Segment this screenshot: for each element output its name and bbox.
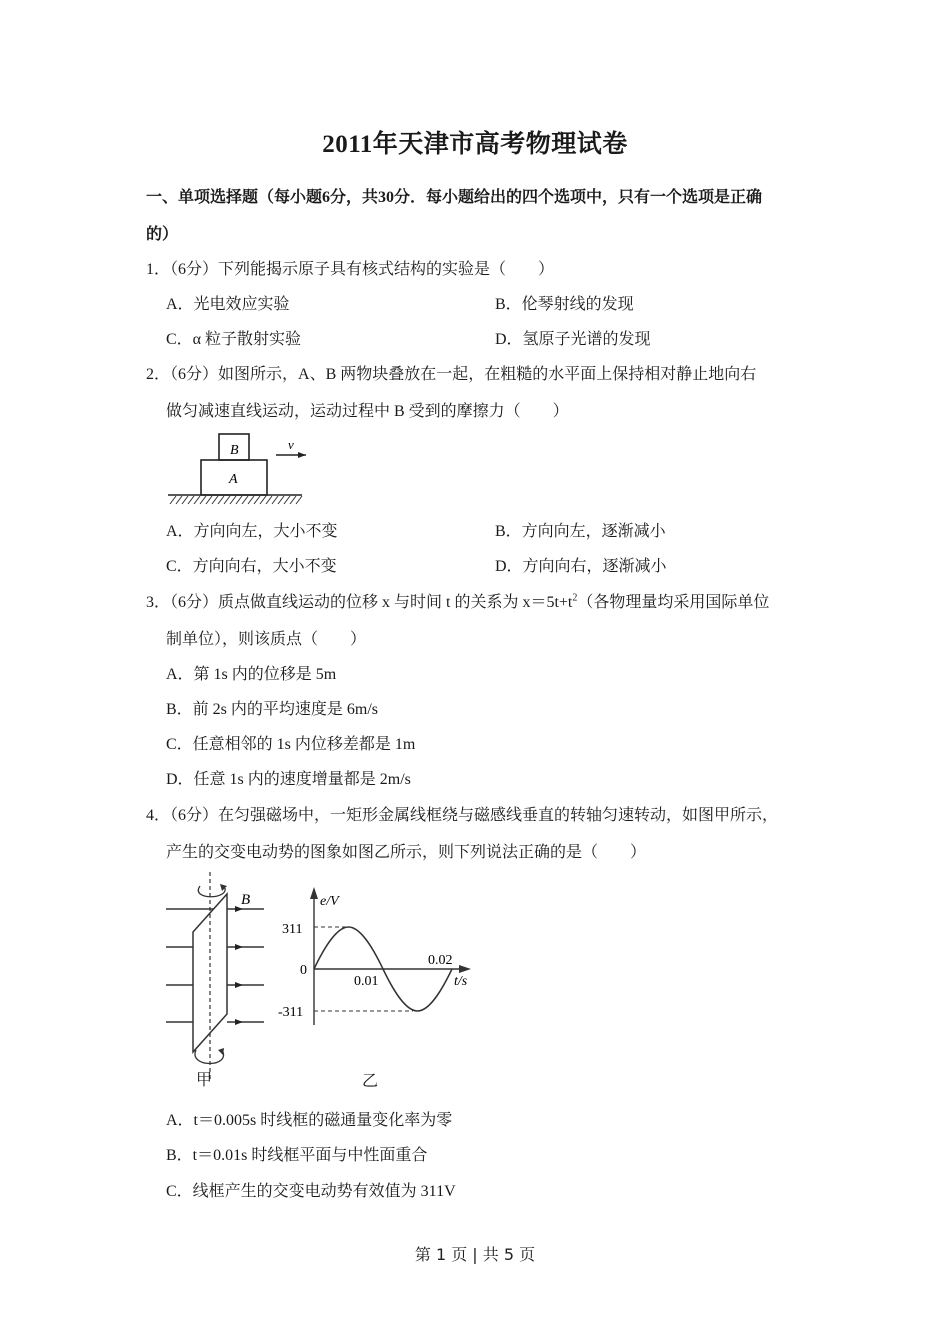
x-axis-label: t/s: [454, 974, 468, 989]
q2-option-d: D．方向向右，逐渐减小: [495, 558, 667, 575]
x-tick-002: 0.02: [428, 953, 453, 968]
question-number: 2．: [146, 366, 171, 383]
question-2: [146, 361, 756, 384]
question-2-stem-line2: 做匀减速直线运动，运动过程中 B 受到的摩擦力（ ）: [166, 403, 569, 420]
figure-caption-yi: 乙: [362, 1071, 379, 1090]
block-b-label: B: [230, 443, 239, 458]
question-stem: （6分）下列能揭示原子具有核式结构的实验是（ ）: [170, 261, 555, 278]
q3-option-d: D．任意 1s 内的速度增量都是 2m/s: [166, 771, 411, 788]
q2-option-a: A．方向向左，大小不变: [166, 523, 338, 540]
superscript: 2: [572, 592, 578, 604]
y-tick-311: 311: [282, 922, 303, 937]
field-label: B: [241, 892, 251, 908]
x-axis-arrow-icon: [459, 965, 471, 973]
question-1: [146, 256, 554, 279]
q3-option-b: B．前 2s 内的平均速度是 6m/s: [166, 701, 379, 718]
q3-option-c: C．任意相邻的 1s 内位移差都是 1m: [166, 736, 416, 753]
question-3-stem-line2: 制单位），则该质点（ ）: [166, 631, 367, 648]
question-stem: （6分）如图所示，A、B 两物块叠放在一起，在粗糙的水平面上保持相对静止地向右: [170, 366, 757, 383]
q4-option-c: C．线框产生的交变电动势有效值为 311V: [166, 1183, 456, 1200]
y-axis-label: e/V: [320, 894, 339, 909]
blocks-figure: [164, 428, 306, 508]
q1-option-c: C．α 粒子散射实验: [166, 331, 302, 348]
q1-option-d: D．氢原子光谱的发现: [495, 331, 651, 348]
q2-option-b: B．方向向左，逐渐减小: [495, 523, 666, 540]
figure-caption-jia: 甲: [196, 1070, 213, 1089]
velocity-arrow-icon: [298, 452, 306, 458]
q3-option-a: A．第 1s 内的位移是 5m: [166, 666, 337, 683]
coil-figure: [160, 872, 270, 1092]
velocity-label: v: [288, 437, 294, 452]
q1-option-a: A．光电效应实验: [166, 296, 290, 313]
y-axis-arrow-icon: [310, 887, 318, 899]
question-stem: （6分）在匀强磁场中，一矩形金属线框绕与磁感线垂直的转轴匀速转动，如图甲所示，: [170, 807, 779, 824]
section-heading-line2: 的）: [146, 226, 179, 243]
q4-option-b: B．t＝0.01s 时线框平面与中性面重合: [166, 1147, 428, 1164]
question-stem: （6分）质点做直线运动的位移 x 与时间 t 的关系为 x＝5t+t: [170, 594, 573, 611]
q1-option-b: B．伦琴射线的发现: [495, 296, 634, 313]
page-title: 2011年天津市高考物理试卷: [322, 131, 628, 158]
question-number: 3．: [146, 594, 171, 611]
y-tick-0: 0: [300, 963, 307, 978]
x-tick-001: 0.01: [354, 974, 379, 989]
y-tick-neg311: -311: [278, 1005, 304, 1020]
q2-option-c: C．方向向右，大小不变: [166, 558, 337, 575]
page-footer: 第 1 页 | 共 5 页: [414, 1245, 536, 1264]
q4-option-a: A．t＝0.005s 时线框的磁通量变化率为零: [166, 1112, 453, 1129]
question-3: [146, 589, 769, 612]
question-4: [146, 802, 778, 825]
question-number: 4．: [146, 807, 171, 824]
question-stem-cont: （各物理量均采用国际单位: [577, 594, 770, 611]
rotation-arrow-bottom-icon: [195, 1050, 223, 1064]
question-4-stem-line2: 产生的交变电动势的图象如图乙所示，则下列说法正确的是（ ）: [166, 844, 647, 861]
question-number: 1．: [146, 261, 171, 278]
emf-graph: [278, 885, 478, 1035]
block-a-label: A: [229, 472, 238, 487]
section-heading-line1: 一、单项选择题（每小题6分，共30分．每小题给出的四个选项中，只有一个选项是正确: [146, 189, 763, 206]
field-arrows-icon: [235, 906, 243, 1025]
